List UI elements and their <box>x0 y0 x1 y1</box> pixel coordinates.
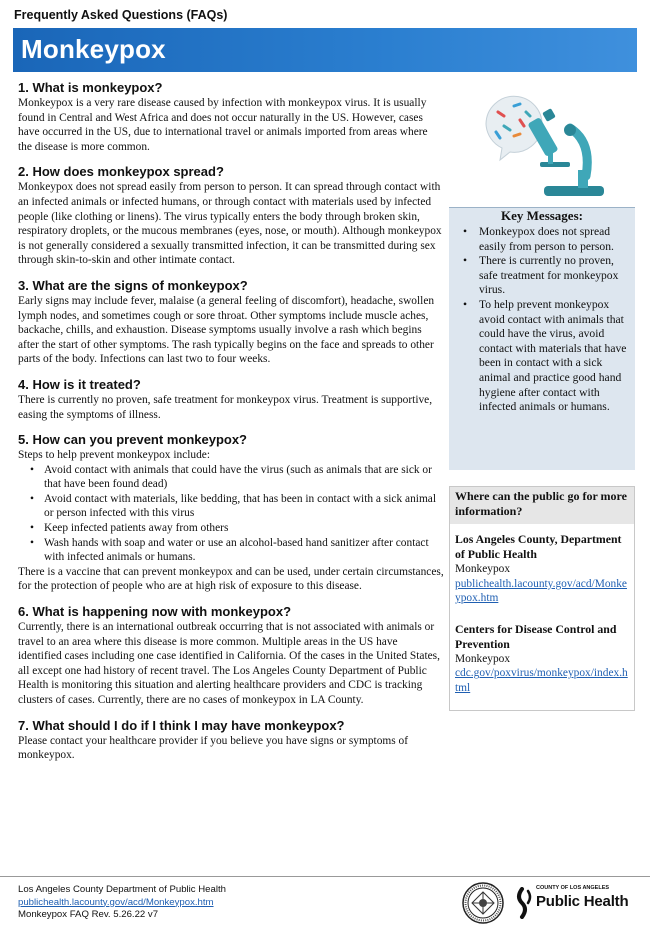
info-org-cdc <box>450 622 634 696</box>
key-messages-list <box>457 225 627 415</box>
list-item: • Avoid contact with animals that could have the virus (such as animals that are sick or that have been found dead) <box>30 463 444 492</box>
faq-answer: Please contact your healthcare provider if you believe you have signs or symptoms of monkeypox. <box>18 734 409 762</box>
faq-question: 4. How is it treated? <box>18 376 141 392</box>
list-item: • Monkeypox does not spread easily from person to person. <box>457 225 627 254</box>
page-title: Monkeypox <box>21 34 166 64</box>
faq-item-4 <box>18 377 444 422</box>
faq-answer: There is currently no proven, safe treatment for monkeypox virus. Treatment is supportive, easing the symptoms of illness. <box>18 393 433 421</box>
faq-item-2 <box>18 164 444 268</box>
faq-answer-intro: Steps to help prevent monkeypox include: <box>18 449 211 462</box>
more-info-box <box>449 486 635 711</box>
faq-answer-outro: There is a vaccine that can prevent monkeypox and can be used, under certain circumstances, for the protection of people who are at high risk of exposure to this disease. <box>18 565 444 593</box>
faq-list <box>18 80 444 773</box>
org-name: Los Angeles County, Department of Public Health <box>455 532 622 561</box>
faq-answer: Monkeypox does not spread easily from person to person. It can spread through contact with an infected animals or infected humans, or through contact with materials used by infected people (like clothing or linens). The virus typically enters the body through broken skin, respiratory droplets, or the mucous membranes (eyes, nose, or mouth). Although monkeypox is not generally considered a sexually transmitted infection, it can be transmitted during sex through skin-to-skin and other intimate contact. <box>18 181 442 267</box>
key-messages-title: Key Messages: <box>501 208 583 223</box>
footer-link[interactable]: publichealth.lacounty.gov/acd/Monkeypox.htm <box>18 896 214 908</box>
org-name: Centers for Disease Control and Prevention <box>455 621 617 651</box>
list-item: • To help prevent monkeypox avoid contact with animals that could have the virus, avoid contact with materials that have been in contact with a sick animal and practice good hand hygiene after contact with infected animals or humans. <box>457 298 627 415</box>
microscope-icon <box>474 90 614 205</box>
faq-label: Frequently Asked Questions (FAQs) <box>14 8 228 22</box>
faq-item-3 <box>18 278 444 367</box>
faq-question: 1. What is monkeypox? <box>18 80 163 95</box>
more-info-title: Where can the public go for more information? <box>450 487 634 524</box>
faq-answer: Early signs may include fever, malaise (a general feeling of discomfort), headache, swollen lymph nodes, and sometimes cough or sore throat. Other symptoms include muscle aches, backache, chills, and exhaustion. Disease symptoms usually involve a rash which begins after the start of other symptoms. The rash typically begins on the face and spreads to other parts of the body. Infections can last two to four weeks. <box>18 294 435 366</box>
faq-question: 3. What are the signs of monkeypox? <box>18 277 248 293</box>
faq-item-1 <box>18 80 444 154</box>
footer-org: Los Angeles County Department of Public Health <box>18 884 226 895</box>
prevention-list <box>30 463 444 565</box>
logo-public-health-text: Public Health <box>536 893 629 910</box>
faq-answer: Currently, there is an international outbreak occurring that is not associated with animals or travel to an area where this disease is more common. Multiple areas in the US have identified cases including one case identified in California. Of the cases in the United States, all except one had history of recent travel. The Los Angeles County Department of Public Health is monitoring this situation and alerting healthcare providers and CDC is tracking clusters of cases. Currently, there are no cases of monkeypox in LA County. <box>18 621 440 706</box>
faq-item-7 <box>18 718 444 763</box>
faq-item-6 <box>18 604 444 708</box>
org-topic: Monkeypox <box>455 652 511 665</box>
faq-question: 5. How can you prevent monkeypox? <box>18 432 247 448</box>
list-item: • Wash hands with soap and water or use an alcohol-based hand sanitizer after contact with infected animals or humans. <box>30 536 444 565</box>
list-item: • There is currently no proven, safe treatment for monkeypox virus. <box>457 254 627 298</box>
footer <box>18 884 226 922</box>
faq-question: 7. What should I do if I think I may have monkeypox? <box>18 717 345 733</box>
public-health-logo-icon <box>514 885 634 921</box>
faq-question: 2. How does monkeypox spread? <box>18 164 224 180</box>
list-item: • Avoid contact with materials, like bedding, that has been in contact with a sick animal or person infected with this virus <box>30 492 444 521</box>
footer-revision: Monkeypox FAQ Rev. 5.26.22 v7 <box>18 909 159 920</box>
county-seal-icon <box>462 882 504 924</box>
title-banner <box>13 28 637 72</box>
logo-county-text: COUNTY OF LOS ANGELES <box>536 885 610 891</box>
key-messages-box <box>449 207 635 470</box>
faq-item-5 <box>18 432 444 594</box>
org-link[interactable]: cdc.gov/poxvirus/monkeypox/index.html <box>455 667 628 694</box>
org-link[interactable]: publichealth.lacounty.gov/acd/Monkeypox.htm <box>455 577 627 605</box>
faq-answer: Monkeypox is a very rare disease caused by infection with monkeypox virus. It is usually found in Central and West Africa and does not occur naturally in the US. However, cases have occurred in the US, due to international travel or animals imported from areas where the disease is more common. <box>18 97 428 153</box>
org-topic: Monkeypox <box>455 563 511 575</box>
list-item: • Keep infected patients away from others <box>30 521 444 536</box>
faq-question: 6. What is happening now with monkeypox? <box>18 604 292 620</box>
info-org-lacdph <box>450 532 634 606</box>
footer-divider <box>0 876 650 877</box>
